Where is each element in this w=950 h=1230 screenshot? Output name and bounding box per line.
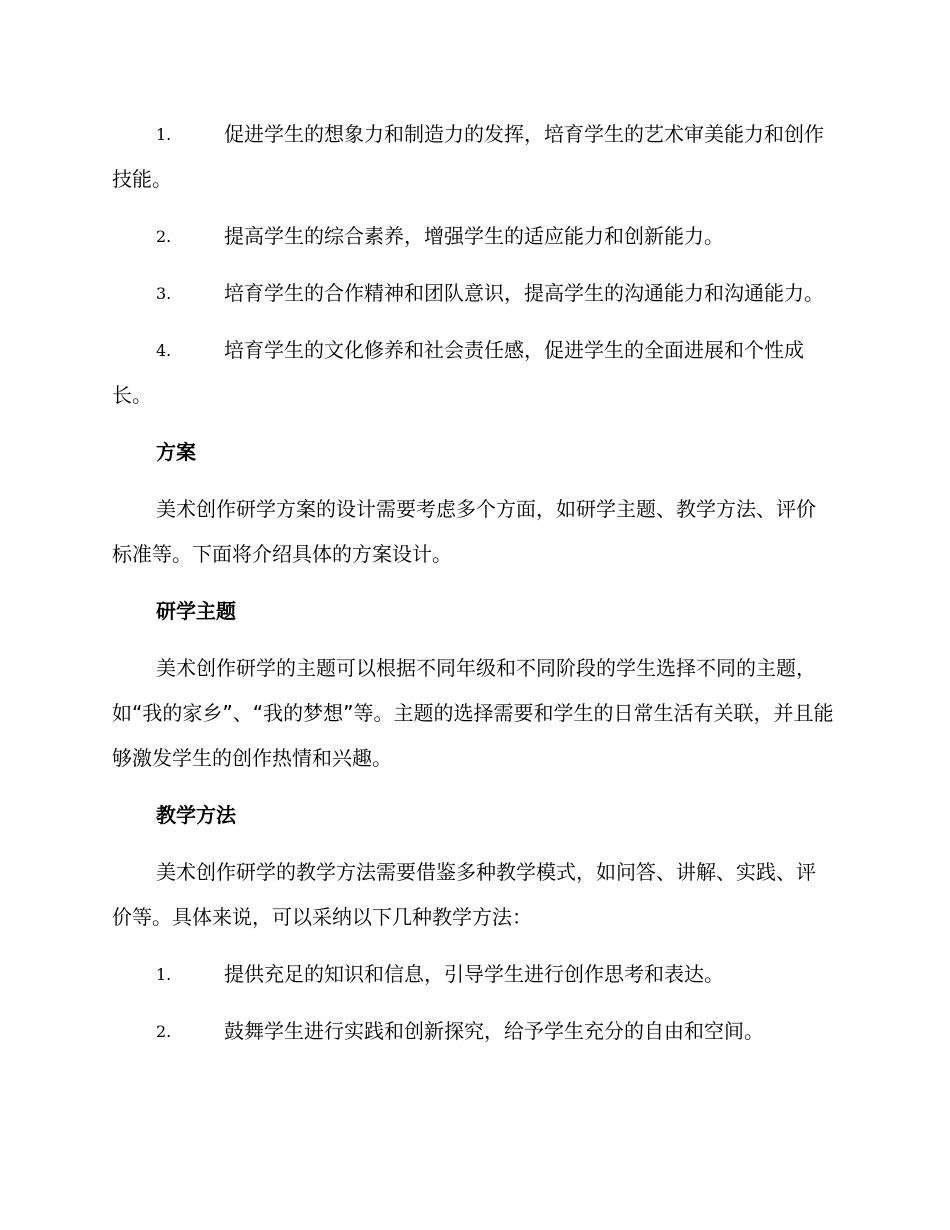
list-number: 4. [156,341,172,360]
section-body-theme: 美术创作研学的主题可以根据不同年级和不同阶段的学生选择不同的主题，如“我的家乡”、“我的梦想”等。主题的选择需要和学生的日常生活有关联，并且能够激发学生的创作热情和兴趣。 [112,656,834,770]
list-item [112,1009,834,1054]
list-item [112,214,834,259]
list-number: 1. [156,125,172,144]
list-item [112,952,834,997]
list-text: 鼓舞学生进行实践和创新探究，给予学生充分的自由和空间。 [224,1019,764,1043]
list-text: 促进学生的想象力和制造力的发挥，培育学生的艺术审美能力和创作技能。 [112,122,824,191]
list-text: 培育学生的合作精神和团队意识，提高学生的沟通能力和沟通能力。 [224,281,824,305]
goals-list [112,112,834,418]
list-text: 提供充足的知识和信息，引导学生进行创作思考和表达。 [224,962,724,986]
list-number: 2. [156,227,172,246]
list-item [112,328,834,418]
section-body-method: 美术创作研学的教学方法需要借鉴多种教学模式，如问答、讲解、实践、评价等。具体来说，可以采纳以下几种教学方法： [112,860,816,929]
list-item [112,112,834,202]
section-heading-method: 教学方法 [156,803,236,827]
list-item [112,271,834,316]
document-page [112,112,834,1054]
list-text: 培育学生的文化修养和社会责任感，促进学生的全面进展和个性成长。 [112,338,804,407]
list-number: 3. [156,284,172,303]
method-list [112,952,834,1054]
section-body-plan: 美术创作研学方案的设计需要考虑多个方面，如研学主题、教学方法、评价标准等。下面将介绍具体的方案设计。 [112,497,816,566]
list-number: 2. [156,1022,172,1041]
section-heading-theme: 研学主题 [156,599,236,623]
list-text: 提高学生的综合素养，增强学生的适应能力和创新能力。 [224,224,724,248]
section-heading-plan: 方案 [156,440,196,464]
list-number: 1. [156,965,172,984]
